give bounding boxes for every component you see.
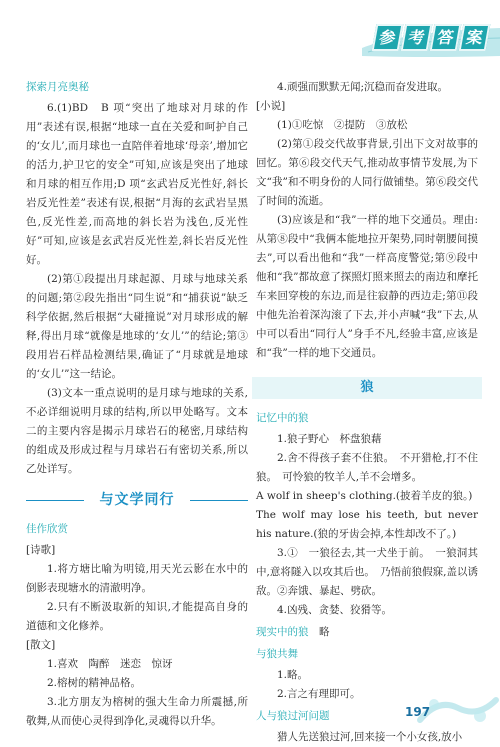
answer-6-2: (2)第①段提出月球起源、月球与地球关系的问题;第②段先指出“同生说”和“捕获说”缺乏科学依据,然后根据“大碰撞说”对月球形成的解释,得出月球“就像是地球的‘女儿’”的结论;第③段用岩石样品检测结果,确证了“月球就是地球的‘女儿’”这一结论。	[26, 273, 248, 380]
heading-real-wolf-text: 现实中的狼	[256, 626, 309, 638]
dance-answer-1: 1.略。	[277, 669, 309, 681]
novel-answer-3: (3)应该是和“我”一样的地下交通员。理由:从第⑧段中“我俩本能地拉开架势,同时朝腰间摸去”,可以看出他和“我”一样高度警觉;第⑨段中他和“我”都故意了探照灯照来照去的南边和摩托车来回穿梭的东边,而是往寂静的西边走;第⑪段中他先治着深沟滚了下去,并小声喊“我”下去,从中可以看出“同行人”身手不凡,经验丰富,应该是和“我”一样的地下交通员。	[256, 214, 478, 359]
poem-answer-1: 1.将方塘比喻为明镜,用天光云影在水中的倒影表现塘水的清澈明净。	[26, 563, 248, 594]
right-column	[256, 78, 478, 747]
banner-char-da: 答	[430, 24, 462, 51]
heading-river-crossing: 人与狼过河问题	[256, 710, 330, 722]
wolf-answer-3: 3.① 一狼径去,其一犬坐于前。 一狼洞其中,意将隧入以攻其后也。 乃悟前狼假寐,盖以诱敌。②奔饿、暴起、劈砍。	[256, 547, 478, 597]
wolf-answer-2: 2.舍不得孩子套不住狼。 不开猎枪,打不住狼。 可怜狼的牧羊人,羊不会增多。	[256, 452, 478, 483]
wolf-answer-1: 1.狼子野心 杯盘狼藉	[277, 433, 382, 445]
answer-6-3: (3)文本一重点说明的是月球与地球的关系,不必详细说明月球的结构,所以甲处略写。文本二的主要内容是揭示月球岩石的秘密,月球结构的组成及形成过程与月球岩石有密切关系,所以乙处详写。	[26, 387, 248, 475]
novel-answer-2: (2)第①段交代故事背景,引出下文对故事的回忆。第⑥段交代天气,推动故事情节发展,为下文“我”和不明身份的人同行做铺垫。第⑥段交代了时间的流逝。	[256, 138, 478, 207]
poem-answer-2: 2.只有不断汲取新的知识,才能提高自身的道德和文化修养。	[26, 601, 248, 632]
heading-dance-with-wolves: 与狼共舞	[256, 648, 298, 660]
wolf-proverb-1: A wolf in sheep's clothing.(披着羊皮的狼。)	[256, 490, 473, 502]
wolf-proverb-2: The wolf may lose his teeth, but never his nature.(狼的牙齿会掉,本性却改不了。)	[256, 509, 478, 540]
real-wolf-answer: 略	[319, 626, 330, 638]
section-title-literature: 与文学同行	[26, 491, 248, 510]
section-bar-wolf	[252, 377, 482, 399]
prose-answer-4: 4.顽强而默默无闻;沉稳而奋发进取。	[277, 81, 449, 93]
answer-banner	[362, 18, 500, 60]
poem-tag: [诗歌]	[26, 544, 56, 556]
banner-char-can: 参	[372, 24, 404, 51]
prose-tag: [散文]	[26, 639, 56, 651]
river-crossing-answer: 猎人先送狼过河,回来接一个小女孩,放小	[277, 731, 463, 743]
page-number: 197	[405, 705, 431, 719]
heading-wolf-memory: 记忆中的狼	[256, 412, 309, 424]
section-title-wolf: 狼	[360, 380, 374, 395]
left-column	[26, 78, 248, 731]
prose-answer-3: 3.北方朋友为榕树的强大生命力所震撼,所敬舞,从而使心灵得到净化,灵魂得以升华。	[26, 696, 248, 727]
novel-answer-1: (1)①吃惊 ②提防 ③放松	[277, 119, 408, 131]
heading-masterpiece: 佳作欣赏	[26, 523, 68, 535]
novel-tag: [小说]	[256, 100, 286, 112]
banner-char-an: 案	[459, 24, 491, 51]
prose-answer-2: 2.榕树的精神品格。	[47, 677, 142, 689]
heading-explore-moon: 探索月亮奥秘	[26, 81, 89, 93]
prose-answer-1: 1.喜欢 陶醉 迷恋 惊讶	[47, 658, 173, 670]
answer-6-1: 6.(1)BD B 项“突出了地球对月球的作用”表述有误,根据“地球一直在关爱和呵护自己的‘女儿’,而月球也一直陪伴着地球‘母亲’,增加它的活力,护卫它的安全”可知,应该是突出了地球和月球的相互作用;D 项“玄武岩反光性好,斜长岩反光性差”表述有误,根据“月海的玄武岩呈黑色,反光性差,而高地的斜长岩为浅色,反光性好”可知,应该是玄武岩反光性差,斜长岩反光性好。	[26, 102, 248, 266]
dance-answer-2: 2.言之有理即可。	[277, 688, 361, 700]
heading-real-wolf	[256, 623, 478, 642]
banner-char-kao: 考	[401, 24, 433, 51]
wolf-answer-4: 4.凶残、贪婪、狡猾等。	[277, 604, 393, 616]
